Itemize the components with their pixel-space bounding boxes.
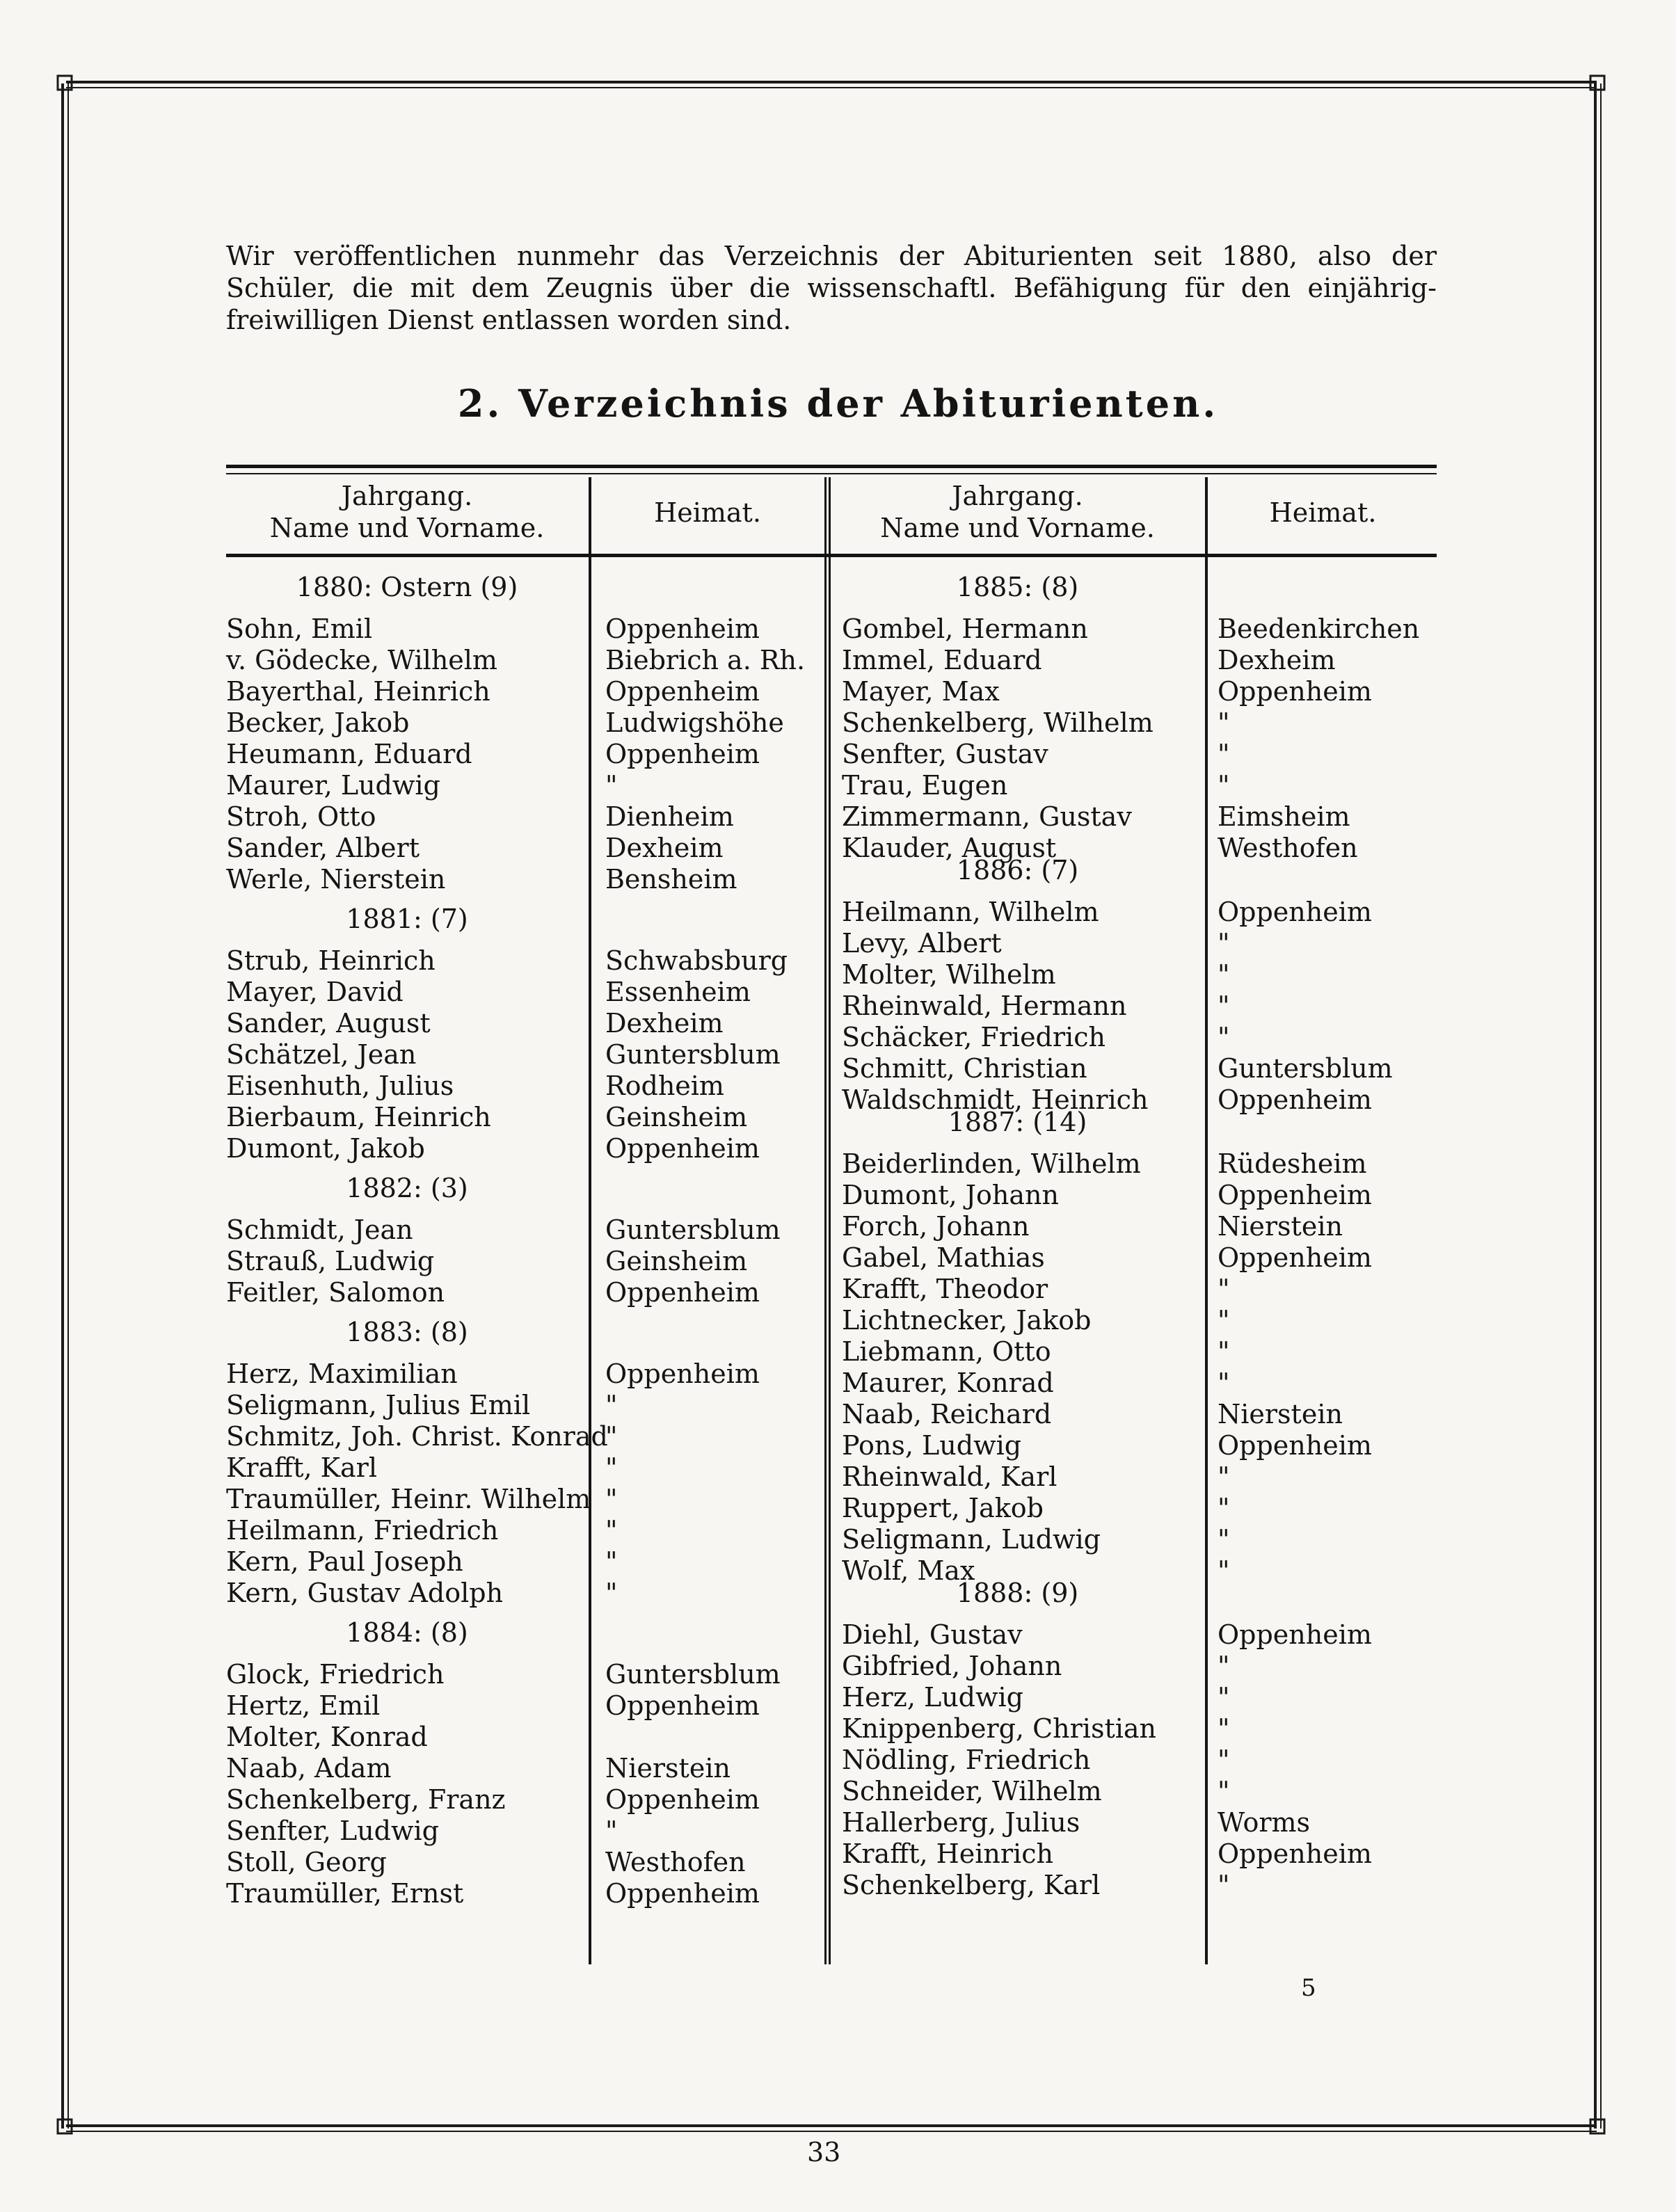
- table-top-rule: [226, 465, 1437, 468]
- graduate-name: Kern, Paul Joseph: [226, 1546, 463, 1577]
- graduate-home: ": [1218, 1368, 1230, 1398]
- graduate-home: Oppenheim: [1218, 676, 1372, 707]
- corner-ornament-icon: [1588, 74, 1606, 92]
- graduate-home: ": [605, 1546, 618, 1577]
- corner-ornament-icon: [56, 74, 74, 92]
- graduate-name: Krafft, Heinrich: [842, 1838, 1053, 1869]
- graduate-home: ": [605, 1515, 618, 1546]
- graduate-name: Immel, Eduard: [842, 645, 1042, 675]
- graduate-home: ": [1218, 928, 1230, 959]
- graduate-name: Stroh, Otto: [226, 801, 376, 832]
- graduate-name: Gombel, Hermann: [842, 614, 1088, 644]
- graduate-name: Seligmann, Julius Emil: [226, 1390, 531, 1420]
- graduate-home: Oppenheim: [1218, 1242, 1372, 1273]
- graduate-name: Dumont, Jakob: [226, 1133, 425, 1164]
- graduate-home: ": [1218, 1776, 1230, 1806]
- graduate-name: Bayerthal, Heinrich: [226, 676, 490, 707]
- graduate-home: Oppenheim: [1218, 1084, 1372, 1115]
- graduate-name: Schenkelberg, Wilhelm: [842, 707, 1154, 738]
- year-group-title: 1883: (8): [346, 1317, 468, 1347]
- graduate-name: Sander, Albert: [226, 833, 420, 863]
- graduate-name: Seligmann, Ludwig: [842, 1524, 1101, 1555]
- graduate-name: Schäcker, Friedrich: [842, 1022, 1106, 1052]
- graduate-home: Geinsheim: [605, 1102, 748, 1132]
- graduate-home: ": [1218, 1651, 1230, 1681]
- header-left-home: Heimat.: [654, 497, 761, 528]
- graduate-home: ": [1218, 959, 1230, 990]
- graduate-home: Oppenheim: [605, 1359, 760, 1389]
- graduate-home: Schwabsburg: [605, 945, 788, 976]
- graduate-name: Liebmann, Otto: [842, 1336, 1051, 1367]
- year-group-title: 1884: (8): [346, 1617, 468, 1648]
- graduate-name: Traumüller, Ernst: [226, 1878, 464, 1909]
- graduate-name: Mayer, Max: [842, 676, 1000, 707]
- graduate-name: Knippenberg, Christian: [842, 1713, 1157, 1744]
- graduate-name: Krafft, Theodor: [842, 1274, 1048, 1304]
- corner-ornament-icon: [56, 2117, 74, 2135]
- graduate-name: Ruppert, Jakob: [842, 1493, 1044, 1523]
- graduate-name: Naab, Reichard: [842, 1399, 1052, 1429]
- graduate-home: ": [1218, 1493, 1230, 1523]
- graduate-home: Oppenheim: [1218, 1619, 1372, 1650]
- graduate-home: ": [1218, 1274, 1230, 1304]
- graduate-name: Gabel, Mathias: [842, 1242, 1045, 1273]
- graduate-name: Beiderlinden, Wilhelm: [842, 1148, 1141, 1179]
- graduate-name: Bierbaum, Heinrich: [226, 1102, 491, 1132]
- graduate-home: ": [1218, 770, 1230, 801]
- graduate-home: Bensheim: [605, 864, 737, 895]
- graduate-name: Schmidt, Jean: [226, 1215, 413, 1245]
- graduate-home: ": [1218, 1713, 1230, 1744]
- graduate-home: ": [1218, 1022, 1230, 1052]
- graduate-home: Beedenkirchen: [1218, 614, 1420, 644]
- table-top-rule-thin: [226, 473, 1437, 474]
- graduate-home: Oppenheim: [605, 1133, 760, 1164]
- column-divider: [589, 477, 591, 1964]
- graduate-name: Trau, Eugen: [842, 770, 1008, 801]
- header-right-home: Heimat.: [1269, 497, 1377, 528]
- graduate-home: ": [605, 1578, 618, 1608]
- graduate-home: Oppenheim: [1218, 897, 1372, 927]
- graduate-name: Kern, Gustav Adolph: [226, 1578, 504, 1608]
- graduate-name: Mayer, David: [226, 977, 404, 1007]
- graduate-home: Oppenheim: [605, 1690, 760, 1721]
- graduate-home: Oppenheim: [1218, 1180, 1372, 1210]
- column-divider: [829, 477, 831, 1964]
- graduate-home: Guntersblum: [1218, 1053, 1393, 1084]
- graduate-name: Dumont, Johann: [842, 1180, 1059, 1210]
- graduate-name: Diehl, Gustav: [842, 1619, 1023, 1650]
- graduate-name: Schneider, Wilhelm: [842, 1776, 1102, 1806]
- graduate-home: ": [1218, 739, 1230, 769]
- graduate-home: ": [605, 1421, 618, 1452]
- graduate-home: ": [1218, 1555, 1230, 1586]
- page-number-outer: 33: [807, 2137, 841, 2167]
- graduate-name: Strauß, Ludwig: [226, 1246, 435, 1276]
- graduate-name: Stoll, Georg: [226, 1847, 387, 1877]
- graduate-home: Guntersblum: [605, 1039, 781, 1070]
- graduate-name: Schätzel, Jean: [226, 1039, 417, 1070]
- graduate-home: Oppenheim: [605, 1784, 760, 1815]
- corner-ornament-icon: [1588, 2117, 1606, 2135]
- graduate-home: Eimsheim: [1218, 801, 1350, 832]
- graduate-home: Oppenheim: [605, 1277, 760, 1308]
- year-group-title: 1887: (14): [948, 1107, 1087, 1137]
- graduate-name: v. Gödecke, Wilhelm: [226, 645, 497, 675]
- graduate-home: Dexheim: [605, 1008, 724, 1039]
- graduate-home: Essenheim: [605, 977, 751, 1007]
- graduate-home: Guntersblum: [605, 1659, 781, 1690]
- graduate-home: ": [605, 1484, 618, 1514]
- graduate-name: Schmitt, Christian: [842, 1053, 1087, 1084]
- graduate-name: Klauder, August: [842, 833, 1057, 863]
- graduate-home: ": [1218, 707, 1230, 738]
- graduate-name: Levy, Albert: [842, 928, 1002, 959]
- graduate-home: ": [1218, 1336, 1230, 1367]
- graduate-home: Oppenheim: [605, 739, 760, 769]
- graduate-name: Glock, Friedrich: [226, 1659, 445, 1690]
- year-group-title: 1882: (3): [346, 1173, 468, 1203]
- graduate-home: ": [1218, 1461, 1230, 1492]
- column-divider: [1205, 477, 1208, 1964]
- graduate-home: ": [1218, 991, 1230, 1021]
- graduate-home: ": [1218, 1870, 1230, 1900]
- graduate-name: Werle, Nierstein: [226, 864, 446, 895]
- graduate-home: Oppenheim: [605, 676, 760, 707]
- graduate-name: Feitler, Salomon: [226, 1277, 445, 1308]
- graduate-name: Herz, Ludwig: [842, 1682, 1024, 1713]
- graduate-home: ": [605, 1390, 618, 1420]
- section-heading: 2. Verzeichnis der Abiturienten.: [457, 381, 1219, 426]
- intro-paragraph: Wir veröffentlichen nunmehr das Verzeichnis der Abiturienten seit 1880, also der Schüler, die mit dem Zeugnis über die wissenschaftl. Befähigung für den einjährig-freiwilligen Dienst entlassen worden sind.: [226, 241, 1437, 335]
- graduate-home: Dienheim: [605, 801, 734, 832]
- graduate-home: Guntersblum: [605, 1215, 781, 1245]
- graduate-name: Rheinwald, Karl: [842, 1461, 1058, 1492]
- graduate-name: Wolf, Max: [842, 1555, 975, 1586]
- graduate-home: ": [1218, 1305, 1230, 1336]
- year-group-title: 1888: (9): [956, 1578, 1079, 1608]
- graduate-home: Nierstein: [1218, 1399, 1343, 1429]
- graduate-home: ": [1218, 1524, 1230, 1555]
- graduate-name: Rheinwald, Hermann: [842, 991, 1127, 1021]
- graduate-home: Westhofen: [605, 1847, 746, 1877]
- graduate-name: Senfter, Ludwig: [226, 1816, 440, 1846]
- graduate-home: Oppenheim: [1218, 1838, 1372, 1869]
- graduate-name: Schenkelberg, Franz: [226, 1784, 506, 1815]
- graduate-home: Oppenheim: [605, 1878, 760, 1909]
- graduate-home: Ludwigshöhe: [605, 707, 784, 738]
- year-group-title: 1886: (7): [956, 855, 1079, 885]
- graduate-home: Biebrich a. Rh.: [605, 645, 806, 675]
- graduate-name: Hallerberg, Julius: [842, 1807, 1080, 1838]
- graduate-home: Dexheim: [1218, 645, 1336, 675]
- graduate-name: Hertz, Emil: [226, 1690, 381, 1721]
- graduate-name: Molter, Wilhelm: [842, 959, 1056, 990]
- page-number-inner: 5: [1301, 1974, 1316, 2002]
- graduate-home: ": [1218, 1745, 1230, 1775]
- graduate-name: Heilmann, Friedrich: [226, 1515, 499, 1546]
- year-group-title: 1881: (7): [346, 904, 468, 934]
- graduate-name: Zimmermann, Gustav: [842, 801, 1132, 832]
- frame-bottom-border: [66, 2124, 1597, 2132]
- graduate-home: Rodheim: [605, 1071, 724, 1101]
- graduate-home: Worms: [1218, 1807, 1311, 1838]
- graduate-home: Oppenheim: [1218, 1430, 1372, 1461]
- graduate-home: Dexheim: [605, 833, 724, 863]
- graduate-name: Naab, Adam: [226, 1753, 392, 1784]
- graduate-name: Eisenhuth, Julius: [226, 1071, 454, 1101]
- graduate-name: Pons, Ludwig: [842, 1430, 1022, 1461]
- header-left-name: Jahrgang. Name und Vorname.: [269, 481, 545, 543]
- column-divider: [824, 477, 827, 1964]
- graduate-name: Waldschmidt, Heinrich: [842, 1084, 1149, 1115]
- graduate-name: Maurer, Konrad: [842, 1368, 1054, 1398]
- graduate-home: ": [1218, 1682, 1230, 1713]
- graduate-home: Geinsheim: [605, 1246, 748, 1276]
- frame-top-border: [66, 81, 1597, 88]
- graduate-name: Heilmann, Wilhelm: [842, 897, 1099, 927]
- graduate-name: Senfter, Gustav: [842, 739, 1048, 769]
- graduate-home: ": [605, 770, 618, 801]
- graduate-home: Nierstein: [605, 1753, 731, 1784]
- graduate-name: Lichtnecker, Jakob: [842, 1305, 1092, 1336]
- graduate-home: ": [605, 1452, 618, 1483]
- header-right-name: Jahrgang. Name und Vorname.: [880, 481, 1155, 543]
- graduate-name: Heumann, Eduard: [226, 739, 472, 769]
- year-group-title: 1880: Ostern (9): [296, 572, 518, 602]
- graduate-name: Nödling, Friedrich: [842, 1745, 1091, 1775]
- graduate-name: Molter, Konrad: [226, 1722, 428, 1752]
- year-group-title: 1885: (8): [956, 572, 1079, 602]
- graduate-name: Sander, August: [226, 1008, 431, 1039]
- table-header-rule: [226, 554, 1437, 557]
- graduate-name: Schenkelberg, Karl: [842, 1870, 1101, 1900]
- graduate-name: Strub, Heinrich: [226, 945, 436, 976]
- graduate-home: Westhofen: [1218, 833, 1358, 863]
- graduate-name: Maurer, Ludwig: [226, 770, 440, 801]
- graduate-name: Schmitz, Joh. Christ. Konrad: [226, 1421, 608, 1452]
- graduate-name: Gibfried, Johann: [842, 1651, 1062, 1681]
- graduate-home: ": [605, 1816, 618, 1846]
- graduate-home: Oppenheim: [605, 614, 760, 644]
- graduate-name: Forch, Johann: [842, 1211, 1030, 1242]
- graduate-name: Herz, Maximilian: [226, 1359, 458, 1389]
- graduate-name: Traumüller, Heinr. Wilhelm: [226, 1484, 591, 1514]
- graduate-name: Becker, Jakob: [226, 707, 410, 738]
- graduate-name: Sohn, Emil: [226, 614, 373, 644]
- graduate-home: Rüdesheim: [1218, 1148, 1367, 1179]
- graduate-home: Nierstein: [1218, 1211, 1343, 1242]
- graduate-name: Krafft, Karl: [226, 1452, 377, 1483]
